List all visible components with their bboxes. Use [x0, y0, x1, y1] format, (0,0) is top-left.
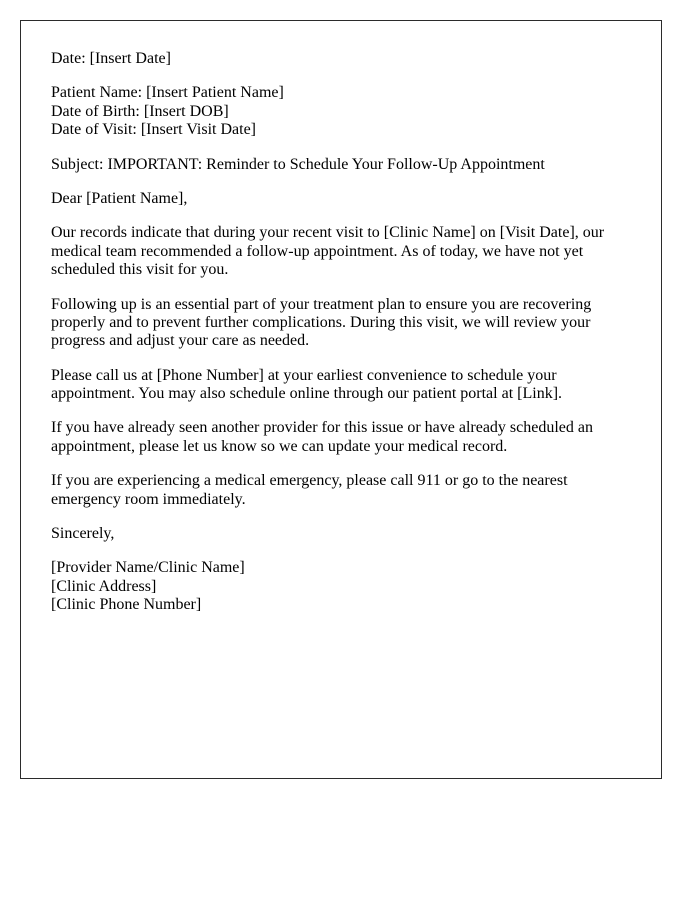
body-paragraph: Please call us at [Phone Number] at your earliest convenience to schedule your appointment. You may also schedule online through our patient portal at [Link].	[51, 366, 563, 403]
date-line	[51, 50, 631, 68]
patient-visit-date-line: Date of Visit: [Insert Visit Date]	[51, 121, 256, 139]
patient-dob-line: Date of Birth: [Insert DOB]	[51, 102, 229, 120]
patient-name-line: Patient Name: [Insert Patient Name]	[51, 84, 284, 102]
body-paragraph: Following up is an essential part of your treatment plan to ensure you are recovering properly and to prevent further complications. During this visit, we will review your progress and adjust your care as needed.	[51, 295, 592, 350]
letter-page	[20, 20, 662, 779]
signature-phone-line: [Clinic Phone Number]	[51, 596, 202, 614]
body-paragraph: If you have already seen another provider for this issue or have already scheduled an appointment, please let us know so we can update your medical record.	[51, 419, 594, 455]
signature-block	[51, 559, 631, 614]
body-paragraph: If you are experiencing a medical emergency, please call 911 or go to the nearest emergency room immediately.	[51, 472, 568, 508]
signature-provider-line: [Provider Name/Clinic Name]	[51, 559, 245, 577]
patient-info-block	[51, 84, 631, 139]
closing: Sincerely,	[51, 525, 115, 543]
signature-address-line: [Clinic Address]	[51, 577, 157, 595]
subject-line: Subject: IMPORTANT: Reminder to Schedule Your Follow-Up Appointment	[51, 155, 545, 173]
salutation: Dear [Patient Name],	[51, 189, 188, 207]
body-paragraph: Our records indicate that during your recent visit to [Clinic Name] on [Visit Date], our medical team recommended a follow-up appointment. As of today, we have not yet scheduled this visit for you.	[51, 224, 605, 279]
date-line-text: Date: [Insert Date]	[51, 50, 171, 67]
